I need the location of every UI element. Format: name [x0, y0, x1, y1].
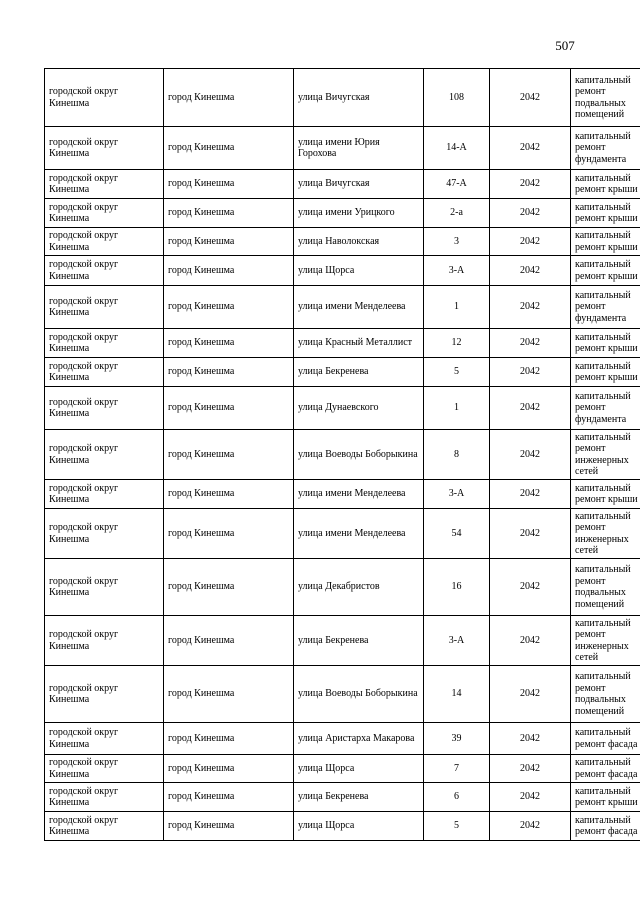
table-row [45, 812, 640, 841]
year-cell: 2042 [490, 616, 571, 666]
house-cell: 16 [424, 559, 490, 616]
district-cell: городской округ Кинешма [45, 69, 164, 127]
house-cell: 5 [424, 812, 490, 841]
table-row [45, 286, 640, 329]
house-cell: 54 [424, 509, 490, 559]
house-cell: 2-а [424, 199, 490, 228]
work-type-cell: капитальный ремонт фасада [571, 723, 640, 755]
city-cell: город Кинешма [164, 723, 294, 755]
year-cell: 2042 [490, 69, 571, 127]
work-type-cell: капитальный ремонт фундамента [571, 127, 640, 170]
district-cell: городской округ Кинешма [45, 127, 164, 170]
work-type-cell: капитальный ремонт крыши [571, 228, 640, 256]
house-cell: 3 [424, 228, 490, 256]
table-row [45, 199, 640, 228]
city-cell: город Кинешма [164, 616, 294, 666]
house-cell: 6 [424, 783, 490, 812]
table-row [45, 430, 640, 480]
house-cell: 3-А [424, 616, 490, 666]
street-cell: улица Воеводы Боборыкина [294, 666, 424, 723]
district-cell: городской округ Кинешма [45, 723, 164, 755]
work-type-cell: капитальный ремонт крыши [571, 480, 640, 509]
repair-schedule-table [44, 68, 640, 841]
year-cell: 2042 [490, 509, 571, 559]
house-cell: 5 [424, 358, 490, 387]
table-row [45, 170, 640, 199]
year-cell: 2042 [490, 666, 571, 723]
district-cell: городской округ Кинешма [45, 170, 164, 199]
year-cell: 2042 [490, 783, 571, 812]
house-cell: 14-А [424, 127, 490, 170]
district-cell: городской округ Кинешма [45, 666, 164, 723]
table-row [45, 228, 640, 256]
city-cell: город Кинешма [164, 329, 294, 358]
district-cell: городской округ Кинешма [45, 228, 164, 256]
street-cell: улица имени Урицкого [294, 199, 424, 228]
street-cell: улица Вичугская [294, 170, 424, 199]
work-type-cell: капитальный ремонт инженерных сетей [571, 616, 640, 666]
house-cell: 108 [424, 69, 490, 127]
year-cell: 2042 [490, 228, 571, 256]
work-type-cell: капитальный ремонт крыши [571, 329, 640, 358]
house-cell: 7 [424, 755, 490, 783]
city-cell: город Кинешма [164, 127, 294, 170]
street-cell: улица Щорса [294, 755, 424, 783]
year-cell: 2042 [490, 387, 571, 430]
street-cell: улица Вичугская [294, 69, 424, 127]
street-cell: улица Бекренева [294, 358, 424, 387]
street-cell: улица Наволокская [294, 228, 424, 256]
work-type-cell: капитальный ремонт фасада [571, 812, 640, 841]
table-row [45, 387, 640, 430]
city-cell: город Кинешма [164, 286, 294, 329]
district-cell: городской округ Кинешма [45, 358, 164, 387]
district-cell: городской округ Кинешма [45, 812, 164, 841]
year-cell: 2042 [490, 755, 571, 783]
work-type-cell: капитальный ремонт фасада [571, 755, 640, 783]
street-cell: улица имени Менделеева [294, 480, 424, 509]
district-cell: городской округ Кинешма [45, 783, 164, 812]
table-row [45, 783, 640, 812]
street-cell: улица имени Юрия Горохова [294, 127, 424, 170]
district-cell: городской округ Кинешма [45, 256, 164, 286]
year-cell: 2042 [490, 358, 571, 387]
house-cell: 1 [424, 387, 490, 430]
work-type-cell: капитальный ремонт подвальных помещений [571, 559, 640, 616]
year-cell: 2042 [490, 127, 571, 170]
city-cell: город Кинешма [164, 387, 294, 430]
year-cell: 2042 [490, 480, 571, 509]
house-cell: 3-А [424, 256, 490, 286]
table-row [45, 127, 640, 170]
table-row [45, 358, 640, 387]
year-cell: 2042 [490, 170, 571, 199]
street-cell: улица Декабристов [294, 559, 424, 616]
street-cell: улица имени Менделеева [294, 509, 424, 559]
table-row [45, 480, 640, 509]
street-cell: улица Воеводы Боборыкина [294, 430, 424, 480]
house-cell: 8 [424, 430, 490, 480]
city-cell: город Кинешма [164, 199, 294, 228]
work-type-cell: капитальный ремонт подвальных помещений [571, 666, 640, 723]
table-row [45, 559, 640, 616]
city-cell: город Кинешма [164, 509, 294, 559]
city-cell: город Кинешма [164, 430, 294, 480]
page-number: 507 [555, 38, 575, 53]
district-cell: городской округ Кинешма [45, 559, 164, 616]
year-cell: 2042 [490, 286, 571, 329]
street-cell: улица Дунаевского [294, 387, 424, 430]
table-body [45, 69, 640, 841]
table-row [45, 69, 640, 127]
table-row [45, 723, 640, 755]
district-cell: городской округ Кинешма [45, 387, 164, 430]
house-cell: 12 [424, 329, 490, 358]
street-cell: улица Бекренева [294, 783, 424, 812]
year-cell: 2042 [490, 199, 571, 228]
city-cell: город Кинешма [164, 480, 294, 509]
work-type-cell: капитальный ремонт фундамента [571, 387, 640, 430]
work-type-cell: капитальный ремонт крыши [571, 783, 640, 812]
year-cell: 2042 [490, 812, 571, 841]
table-row [45, 329, 640, 358]
work-type-cell: капитальный ремонт крыши [571, 170, 640, 199]
work-type-cell: капитальный ремонт крыши [571, 256, 640, 286]
district-cell: городской округ Кинешма [45, 199, 164, 228]
district-cell: городской округ Кинешма [45, 755, 164, 783]
year-cell: 2042 [490, 723, 571, 755]
house-cell: 14 [424, 666, 490, 723]
house-cell: 3-А [424, 480, 490, 509]
house-cell: 39 [424, 723, 490, 755]
table-row [45, 509, 640, 559]
city-cell: город Кинешма [164, 755, 294, 783]
house-cell: 47-А [424, 170, 490, 199]
year-cell: 2042 [490, 559, 571, 616]
street-cell: улица имени Менделеева [294, 286, 424, 329]
work-type-cell: капитальный ремонт крыши [571, 358, 640, 387]
year-cell: 2042 [490, 256, 571, 286]
city-cell: город Кинешма [164, 256, 294, 286]
district-cell: городской округ Кинешма [45, 286, 164, 329]
year-cell: 2042 [490, 430, 571, 480]
table-row [45, 256, 640, 286]
street-cell: улица Щорса [294, 256, 424, 286]
city-cell: город Кинешма [164, 358, 294, 387]
table-row [45, 616, 640, 666]
table-row [45, 755, 640, 783]
city-cell: город Кинешма [164, 666, 294, 723]
house-cell: 1 [424, 286, 490, 329]
work-type-cell: капитальный ремонт подвальных помещений [571, 69, 640, 127]
street-cell: улица Красный Металлист [294, 329, 424, 358]
street-cell: улица Щорса [294, 812, 424, 841]
street-cell: улица Аристарха Макарова [294, 723, 424, 755]
city-cell: город Кинешма [164, 812, 294, 841]
work-type-cell: капитальный ремонт инженерных сетей [571, 430, 640, 480]
district-cell: городской округ Кинешма [45, 509, 164, 559]
district-cell: городской округ Кинешма [45, 616, 164, 666]
district-cell: городской округ Кинешма [45, 480, 164, 509]
work-type-cell: капитальный ремонт инженерных сетей [571, 509, 640, 559]
city-cell: город Кинешма [164, 228, 294, 256]
year-cell: 2042 [490, 329, 571, 358]
city-cell: город Кинешма [164, 559, 294, 616]
district-cell: городской округ Кинешма [45, 329, 164, 358]
city-cell: город Кинешма [164, 170, 294, 199]
work-type-cell: капитальный ремонт фундамента [571, 286, 640, 329]
table-row [45, 666, 640, 723]
street-cell: улица Бекренева [294, 616, 424, 666]
work-type-cell: капитальный ремонт крыши [571, 199, 640, 228]
city-cell: город Кинешма [164, 783, 294, 812]
city-cell: город Кинешма [164, 69, 294, 127]
district-cell: городской округ Кинешма [45, 430, 164, 480]
